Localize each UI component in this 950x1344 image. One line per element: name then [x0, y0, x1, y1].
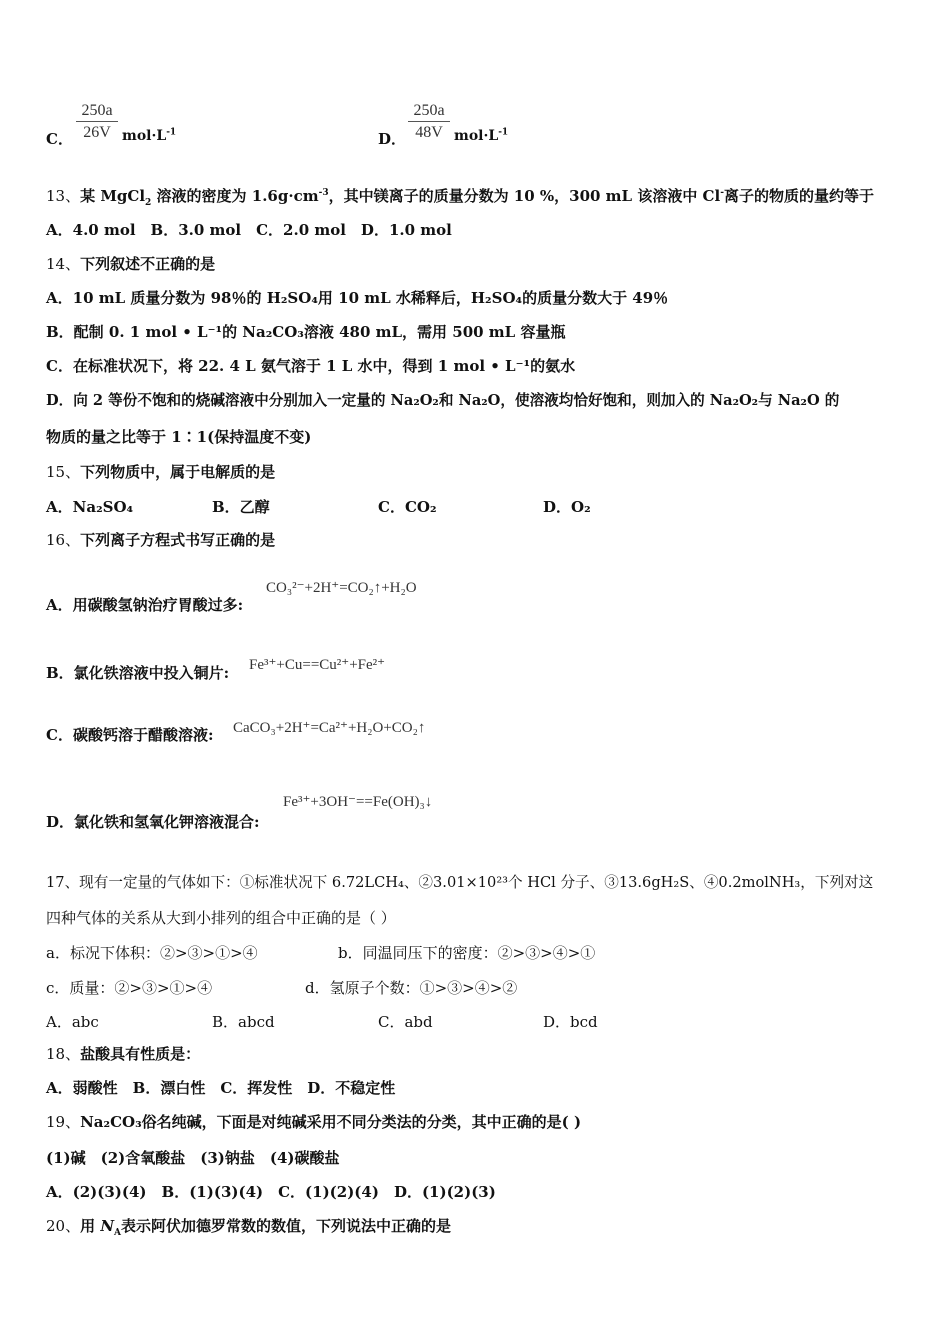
- q17-item-a: a．标况下体积：②>③>①>④: [46, 944, 258, 962]
- q12-c-label: C．: [46, 130, 73, 148]
- q12-d-denominator: 48V: [415, 124, 443, 141]
- q17-option-d: D．bcd: [543, 1013, 598, 1031]
- q17-item-d: d．氢原子个数：①>③>④>②: [305, 979, 518, 997]
- q12-d-fraction: [408, 102, 450, 142]
- q17-stem-line1: 17、现有一定量的气体如下：①标准状况下 6.72LCH₄、②3.01×10²³个 HCl 分子、③13.6gH₂S、④0.2molNH₃，下列对这: [46, 874, 874, 891]
- q14-option-d-line1: D．向 2 等份不饱和的烧碱溶液中分别加入一定量的 Na₂O₂和 Na₂O，使溶液均恰好饱和，则加入的 Na₂O₂与 Na₂O 的: [46, 392, 840, 409]
- q16-stem: 16、下列离子方程式书写正确的是: [46, 531, 276, 549]
- q16-option-b: B．氯化铁溶液中投入铜片:: [46, 664, 230, 682]
- q12-c-unit: $mol\cdot L^{-1}$: [122, 127, 177, 144]
- q16-option-c-equation: CaCO₃+2H⁺=Ca²⁺+H₂O+CO₂↑: [233, 720, 426, 736]
- q17-option-b: B．abcd: [212, 1013, 275, 1031]
- q19-items: (1)碱 (2)含氧酸盐 (3)钠盐 (4)碳酸盐: [46, 1149, 340, 1167]
- q18-stem: 18、盐酸具有性质是：: [46, 1045, 201, 1063]
- q13-stem: 13、某 MgCl$_2$ 溶液的密度为 $1.6g\cdot cm^{-3}$，其中镁离子的质量分数为 10 %，300 mL 该溶液中 Cl-离子的物质的量约等于: [46, 187, 874, 208]
- q15-option-a: A．Na₂SO₄: [46, 498, 134, 516]
- q17-option-a: A．abc: [46, 1013, 99, 1031]
- q12-c-denominator: 26V: [83, 124, 111, 141]
- q17-stem-line2: 四种气体的关系从大到小排列的组合中正确的是（ ）: [46, 909, 396, 927]
- q12-d-label: D．: [378, 130, 407, 148]
- q14-option-a: A．10 mL 质量分数为 98％的 H₂SO₄用 10 mL 水稀释后，H₂SO₄的质量分数大于 49％: [46, 289, 669, 307]
- q19-options: A．(2)(3)(4) B．(1)(3)(4) C．(1)(2)(4) D．(1)(2)(3): [46, 1183, 496, 1201]
- q14-option-d-line2: 物质的量之比等于 1∶1(保持温度不变): [46, 428, 312, 446]
- q12-option-c: [46, 128, 73, 149]
- q20-stem: 20、用 $N_A$表示阿伏加德罗常数的数值，下列说法中正确的是: [46, 1217, 452, 1238]
- q18-options: A．弱酸性 B．漂白性 C．挥发性 D．不稳定性: [46, 1079, 396, 1097]
- q16-option-a-equation: CO₃²⁻+2H⁺=CO₂↑+H₂O: [266, 580, 417, 596]
- q16-option-d: D．氯化铁和氢氧化钾溶液混合:: [46, 813, 260, 831]
- q12-option-d: [378, 128, 406, 149]
- q15-stem: 15、下列物质中，属于电解质的是: [46, 463, 276, 481]
- q17-item-b: b．同温同压下的密度：②>③>④>①: [338, 944, 596, 962]
- q16-option-b-equation: Fe³⁺+Cu==Cu²⁺+Fe²⁺: [249, 657, 386, 673]
- q14-option-c: C．在标准状况下，将 22. 4 L 氨气溶于 1 L 水中，得到 1 mol • L⁻¹的氨水: [46, 357, 576, 375]
- q13-options: A．4.0 mol B．3.0 mol C．2.0 mol D．1.0 mol: [46, 221, 452, 239]
- q19-stem: 19、Na₂CO₃俗名纯碱，下面是对纯碱采用不同分类法的分类，其中正确的是( ): [46, 1113, 582, 1131]
- q16-option-a: A．用碳酸氢钠治疗胃酸过多:: [46, 596, 244, 614]
- q14-stem: 14、下列叙述不正确的是: [46, 255, 216, 273]
- q16-option-d-equation: Fe³⁺+3OH⁻==Fe(OH)₃↓: [283, 794, 433, 810]
- q16-option-c: C．碳酸钙溶于醋酸溶液:: [46, 726, 214, 744]
- q15-option-d: D．O₂: [543, 498, 591, 516]
- q17-option-c: C．abd: [378, 1013, 433, 1031]
- q12-c-fraction: [76, 102, 118, 142]
- q15-option-b: B．乙醇: [212, 498, 270, 516]
- q12-d-numerator: 250a: [408, 102, 450, 122]
- q14-option-b: B．配制 0. 1 mol • L⁻¹的 Na₂CO₃溶液 480 mL，需用 500 mL 容量瓶: [46, 323, 566, 341]
- q17-item-c: c．质量：②>③>①>④: [46, 979, 213, 997]
- q15-option-c: C．CO₂: [378, 498, 437, 516]
- q12-d-unit: $mol\cdot L^{-1}$: [454, 127, 509, 144]
- q12-c-numerator: 250a: [76, 102, 118, 122]
